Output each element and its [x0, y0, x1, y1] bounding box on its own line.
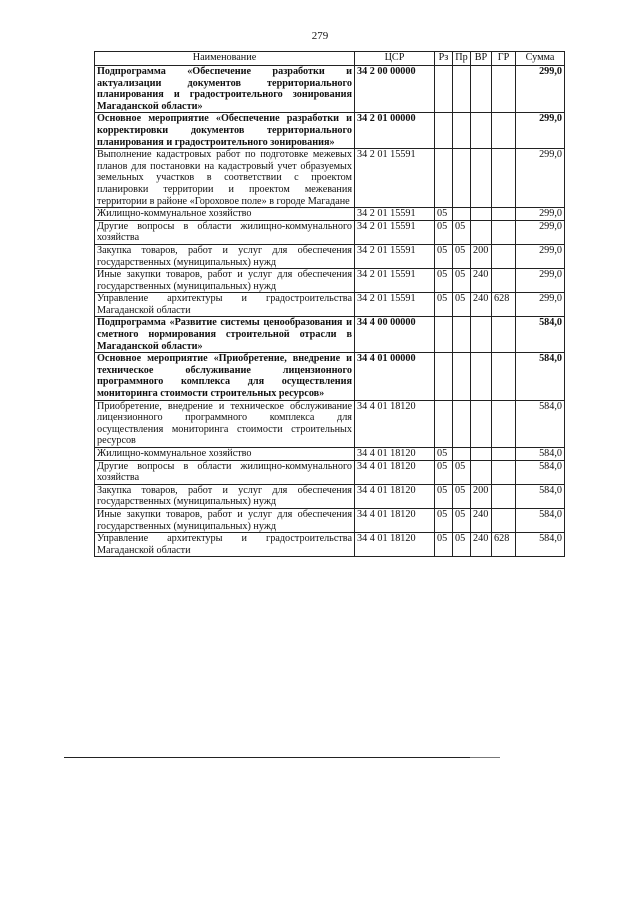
row-sum: 584,0	[516, 317, 565, 353]
row-rz: 05	[435, 448, 453, 461]
row-rz	[435, 149, 453, 208]
row-pr: 05	[453, 293, 471, 317]
row-gr	[492, 448, 516, 461]
header-gr: ГР	[492, 52, 516, 66]
row-pr	[453, 149, 471, 208]
row-csr: 34 2 01 00000	[355, 113, 435, 149]
row-name: Жилищно-коммунальное хозяйство	[95, 448, 355, 461]
row-csr: 34 4 01 18120	[355, 400, 435, 447]
table-row	[95, 484, 565, 508]
row-rz: 05	[435, 460, 453, 484]
row-rz	[435, 353, 453, 400]
row-rz: 05	[435, 484, 453, 508]
row-gr	[492, 400, 516, 447]
row-gr: 628	[492, 533, 516, 557]
row-name: Иные закупки товаров, работ и услуг для обеспечения государственных (муниципальных) нужд	[95, 508, 355, 532]
row-pr: 05	[453, 460, 471, 484]
table-row	[95, 448, 565, 461]
row-csr: 34 4 01 18120	[355, 533, 435, 557]
row-name: Подпрограмма «Развитие системы ценообразования и сметного нормирования строительной отрасли в Магаданской области»	[95, 317, 355, 353]
row-sum: 584,0	[516, 508, 565, 532]
row-vr: 200	[471, 484, 492, 508]
row-sum: 299,0	[516, 220, 565, 244]
row-gr	[492, 220, 516, 244]
row-rz: 05	[435, 208, 453, 221]
header-pr: Пр	[453, 52, 471, 66]
row-vr	[471, 113, 492, 149]
row-sum: 584,0	[516, 460, 565, 484]
row-sum: 299,0	[516, 269, 565, 293]
row-sum: 299,0	[516, 66, 565, 113]
row-csr: 34 2 01 15591	[355, 220, 435, 244]
row-gr	[492, 149, 516, 208]
row-vr	[471, 220, 492, 244]
row-rz: 05	[435, 293, 453, 317]
table-row	[95, 113, 565, 149]
row-vr: 240	[471, 269, 492, 293]
row-pr: 05	[453, 533, 471, 557]
row-pr: 05	[453, 220, 471, 244]
row-pr: 05	[453, 508, 471, 532]
row-csr: 34 4 01 18120	[355, 448, 435, 461]
row-name: Закупка товаров, работ и услуг для обеспечения государственных (муниципальных) нужд	[95, 244, 355, 268]
bottom-divider	[64, 757, 470, 758]
table-row	[95, 508, 565, 532]
row-csr: 34 2 01 15591	[355, 244, 435, 268]
row-name: Закупка товаров, работ и услуг для обеспечения государственных (муниципальных) нужд	[95, 484, 355, 508]
row-sum: 299,0	[516, 208, 565, 221]
row-name: Основное мероприятие «Обеспечение разработки и корректировки документов территориального планирования и градостроительного зонирования»	[95, 113, 355, 149]
row-vr	[471, 66, 492, 113]
header-name: Наименование	[95, 52, 355, 66]
bottom-divider-tail	[470, 757, 500, 758]
row-name: Иные закупки товаров, работ и услуг для обеспечения государственных (муниципальных) нужд	[95, 269, 355, 293]
row-sum: 299,0	[516, 113, 565, 149]
row-csr: 34 2 01 15591	[355, 149, 435, 208]
row-csr: 34 2 01 15591	[355, 269, 435, 293]
table-row	[95, 149, 565, 208]
header-csr: ЦСР	[355, 52, 435, 66]
row-name: Жилищно-коммунальное хозяйство	[95, 208, 355, 221]
row-rz: 05	[435, 269, 453, 293]
header-rz: Рз	[435, 52, 453, 66]
table-row	[95, 220, 565, 244]
row-rz	[435, 317, 453, 353]
row-gr	[492, 269, 516, 293]
row-gr	[492, 508, 516, 532]
row-gr	[492, 353, 516, 400]
row-vr: 240	[471, 533, 492, 557]
row-gr	[492, 66, 516, 113]
row-sum: 584,0	[516, 533, 565, 557]
row-rz	[435, 400, 453, 447]
row-sum: 584,0	[516, 448, 565, 461]
row-vr	[471, 460, 492, 484]
table-row	[95, 208, 565, 221]
row-sum: 584,0	[516, 353, 565, 400]
row-name: Основное мероприятие «Приобретение, внедрение и техническое обслуживание лицензионного программного комплекса для осуществления мониторинга стоимости строительных ресурсов»	[95, 353, 355, 400]
row-name: Управление архитектуры и градостроительства Магаданской области	[95, 293, 355, 317]
row-vr	[471, 317, 492, 353]
row-pr: 05	[453, 269, 471, 293]
page-number: 279	[311, 30, 329, 42]
table-row	[95, 353, 565, 400]
row-csr: 34 4 00 00000	[355, 317, 435, 353]
row-gr	[492, 113, 516, 149]
budget-table	[94, 51, 565, 557]
row-csr: 34 4 01 18120	[355, 460, 435, 484]
row-rz: 05	[435, 244, 453, 268]
row-gr	[492, 484, 516, 508]
table-row	[95, 66, 565, 113]
row-pr	[453, 66, 471, 113]
table-row	[95, 460, 565, 484]
row-rz: 05	[435, 508, 453, 532]
table-row	[95, 293, 565, 317]
row-name: Приобретение, внедрение и техническое обслуживание лицензионного программного комплекса для осуществления мониторинга стоимости строительных ресурсов	[95, 400, 355, 447]
row-csr: 34 2 01 15591	[355, 293, 435, 317]
row-rz	[435, 113, 453, 149]
row-pr	[453, 317, 471, 353]
row-rz: 05	[435, 533, 453, 557]
row-pr: 05	[453, 484, 471, 508]
row-pr	[453, 448, 471, 461]
table-header-row	[95, 52, 565, 66]
row-vr: 240	[471, 508, 492, 532]
header-vr: ВР	[471, 52, 492, 66]
row-gr: 628	[492, 293, 516, 317]
row-vr	[471, 400, 492, 447]
row-sum: 299,0	[516, 244, 565, 268]
table-row	[95, 269, 565, 293]
row-csr: 34 2 01 15591	[355, 208, 435, 221]
row-name: Управление архитектуры и градостроительства Магаданской области	[95, 533, 355, 557]
row-sum: 299,0	[516, 149, 565, 208]
row-vr	[471, 208, 492, 221]
row-vr: 200	[471, 244, 492, 268]
row-vr	[471, 353, 492, 400]
table-row	[95, 317, 565, 353]
table-row	[95, 400, 565, 447]
row-name: Другие вопросы в области жилищно-коммунального хозяйства	[95, 460, 355, 484]
row-rz	[435, 66, 453, 113]
row-csr: 34 2 00 00000	[355, 66, 435, 113]
row-name: Выполнение кадастровых работ по подготовке межевых планов для постановки на кадастровый учет образуемых земельных участков в соответствии с проектом планировки территории и проектом межевания территории в районе «Гороховое поле» в городе Магадане	[95, 149, 355, 208]
row-pr	[453, 353, 471, 400]
row-rz: 05	[435, 220, 453, 244]
row-gr	[492, 244, 516, 268]
row-name: Другие вопросы в области жилищно-коммунального хозяйства	[95, 220, 355, 244]
row-pr	[453, 400, 471, 447]
row-name: Подпрограмма «Обеспечение разработки и актуализации документов территориального планирования и градостроительного зонирования Магаданской области»	[95, 66, 355, 113]
row-sum: 584,0	[516, 400, 565, 447]
row-csr: 34 4 01 18120	[355, 484, 435, 508]
row-vr	[471, 149, 492, 208]
table-row	[95, 533, 565, 557]
row-pr	[453, 113, 471, 149]
row-pr: 05	[453, 244, 471, 268]
row-vr	[471, 448, 492, 461]
row-pr	[453, 208, 471, 221]
row-sum: 299,0	[516, 293, 565, 317]
row-sum: 584,0	[516, 484, 565, 508]
row-vr: 240	[471, 293, 492, 317]
row-gr	[492, 317, 516, 353]
table-row	[95, 244, 565, 268]
row-gr	[492, 208, 516, 221]
header-sum: Сумма	[516, 52, 565, 66]
row-csr: 34 4 01 18120	[355, 508, 435, 532]
row-gr	[492, 460, 516, 484]
row-csr: 34 4 01 00000	[355, 353, 435, 400]
